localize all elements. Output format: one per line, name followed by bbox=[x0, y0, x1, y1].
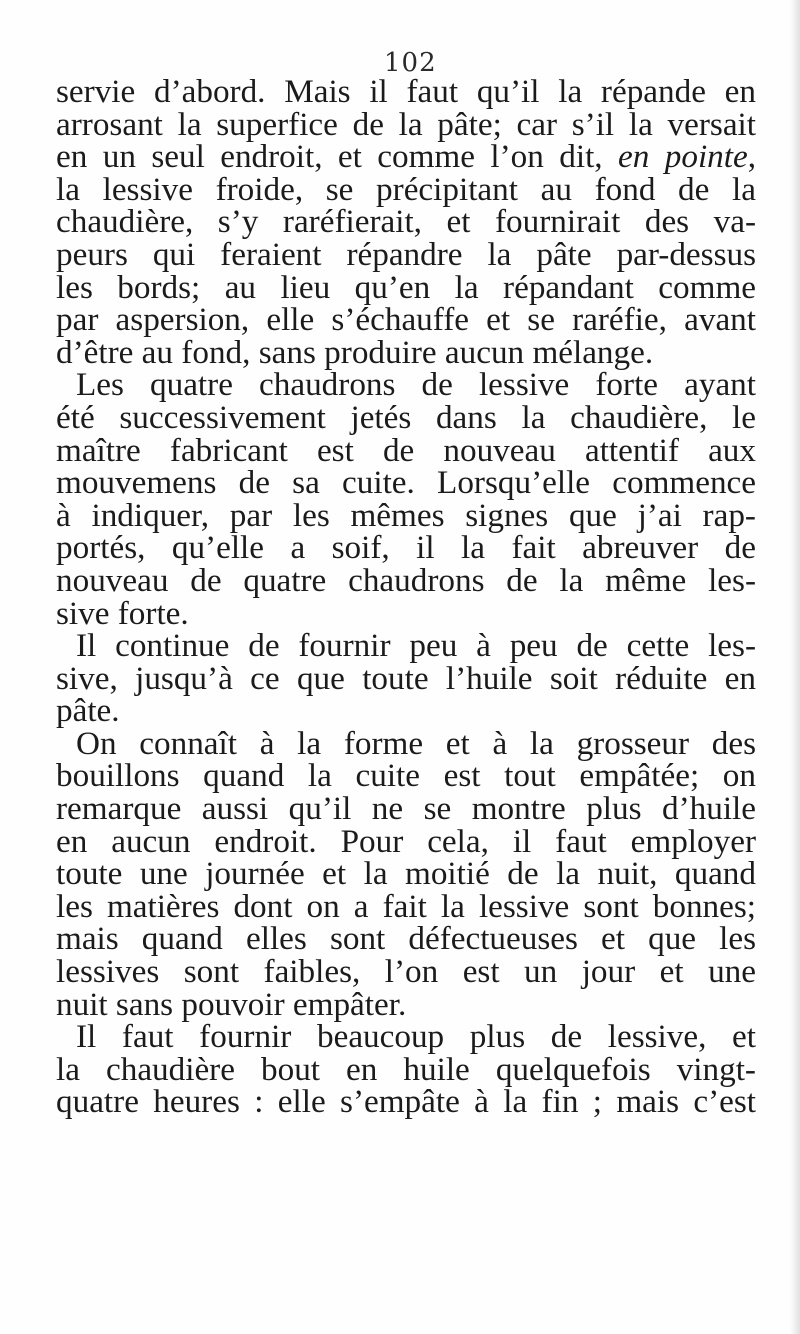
text-line: mouvemens de sa cuite. Lorsqu’elle commence bbox=[56, 464, 756, 502]
text-line: pâte. bbox=[56, 692, 120, 730]
body-text bbox=[56, 73, 757, 1121]
text-line: d’être au fond, sans produire aucun mélange. bbox=[56, 333, 654, 371]
text-line: nuit sans pouvoir empâter. bbox=[56, 985, 407, 1023]
text-line: la lessive froide, se précipitant au fond de la bbox=[56, 170, 756, 208]
text-line: sive forte. bbox=[56, 594, 189, 632]
text-line: les bords; au lieu qu’en la répandant comme bbox=[56, 268, 756, 306]
text-line: la chaudière bout en huile quelquefois vingt- bbox=[56, 1050, 756, 1088]
text-line: par aspersion, elle s’échauffe et se raréfie, avant bbox=[56, 301, 756, 339]
text-line: arrosant la superfice de la pâte; car s’il la versait bbox=[56, 105, 756, 143]
text-line: Il faut fournir beaucoup plus de lessive, et bbox=[76, 1018, 756, 1056]
text-line: toute une journée et la moitié de la nuit, quand bbox=[56, 855, 756, 893]
text-line: portés, qu’elle a soif, il la fait abreuver de bbox=[56, 529, 756, 567]
text-line: Les quatre chaudrons de lessive forte ayant bbox=[76, 366, 756, 404]
text-line: en aucun endroit. Pour cela, il faut employer bbox=[56, 822, 756, 860]
text-line: peurs qui feraient répandre la pâte par-dessus bbox=[56, 235, 756, 273]
text-line: remarque aussi qu’il ne se montre plus d’huile bbox=[56, 790, 756, 828]
text-line: On connaît à la forme et à la grosseur des bbox=[76, 724, 756, 762]
text-line: en un seul endroit, et comme l’on dit, en pointe, bbox=[56, 138, 757, 176]
text-line: maître fabricant est de nouveau attentif aux bbox=[56, 431, 756, 469]
page-edge-shadow bbox=[790, 0, 800, 1334]
text-line: chaudière, s’y raréfierait, et fournirait des va- bbox=[56, 203, 756, 241]
page-number: 102 bbox=[384, 48, 437, 78]
text-line: les matières dont on a fait la lessive sont bonnes; bbox=[56, 887, 756, 925]
text-line: servie d’abord. Mais il faut qu’il la répande en bbox=[56, 73, 756, 110]
text-line: sive, jusqu’à ce que toute l’huile soit réduite en bbox=[56, 659, 756, 697]
text-line: nouveau de quatre chaudrons de la même les- bbox=[56, 561, 756, 599]
text-line: lessives sont faibles, l’on est un jour et une bbox=[56, 953, 756, 991]
text-line: quatre heures : elle s’empâte à la fin ; mais c’est bbox=[56, 1083, 756, 1121]
text-line: Il continue de fournir peu à peu de cette les- bbox=[76, 627, 756, 665]
text-line: à indiquer, par les mêmes signes que j’ai rap- bbox=[56, 496, 756, 534]
text-line: bouillons quand la cuite est tout empâtée; on bbox=[56, 757, 756, 795]
text-line: été successivement jetés dans la chaudière, le bbox=[56, 398, 756, 436]
text-line: mais quand elles sont défectueuses et que les bbox=[56, 920, 756, 958]
